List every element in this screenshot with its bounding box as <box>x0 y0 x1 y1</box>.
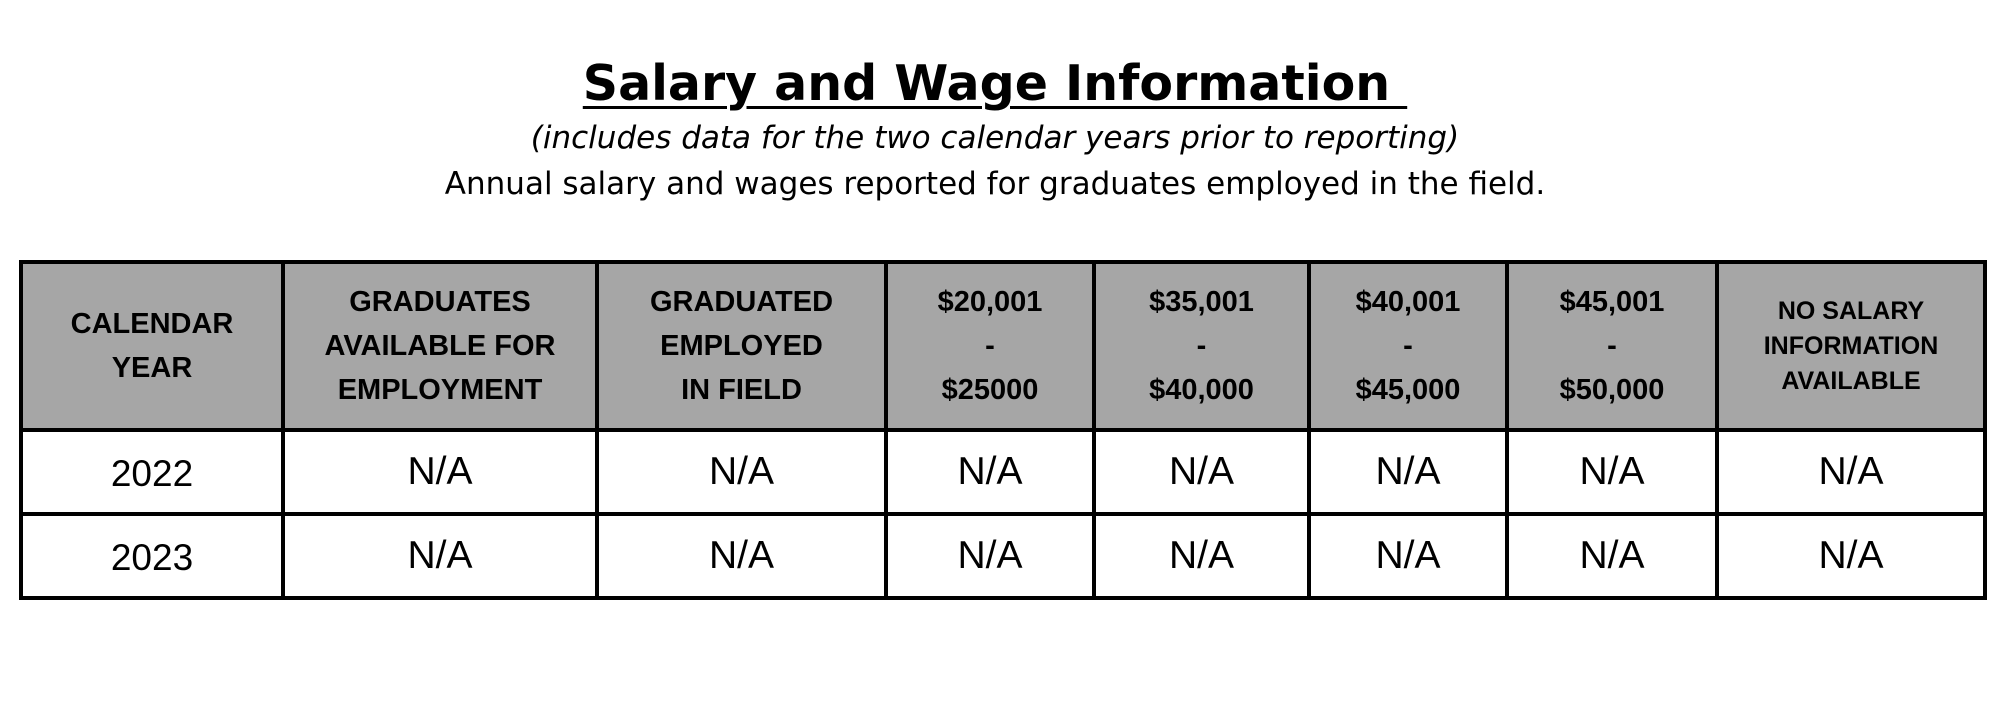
header-line: IN FIELD <box>681 374 802 406</box>
table-cell: N/A <box>283 430 597 514</box>
table-cell: N/A <box>1309 514 1507 598</box>
table-cell: N/A <box>1717 514 1985 598</box>
header-line: GRADUATED <box>649 286 834 318</box>
header-line: $50,000 <box>1559 374 1665 406</box>
table-cell: N/A <box>1094 430 1309 514</box>
header-line: AVAILABLE FOR <box>324 330 556 362</box>
header-calendar-year <box>21 262 283 430</box>
table-cell: N/A <box>597 430 886 514</box>
header-graduates-available <box>283 262 597 430</box>
table-cell: N/A <box>283 514 597 598</box>
header-line: AVAILABLE <box>1781 366 1921 395</box>
table-row <box>21 430 1985 514</box>
header-line: EMPLOYED <box>660 330 823 362</box>
header-line: $40,001 <box>1355 286 1461 318</box>
table-cell: N/A <box>1507 514 1717 598</box>
header-line: $45,000 <box>1355 374 1461 406</box>
table-cell: N/A <box>1309 430 1507 514</box>
header-no-salary-info <box>1717 262 1985 430</box>
header-range-40001-45000 <box>1309 262 1507 430</box>
table-cell-year: 2022 <box>21 430 283 514</box>
table-cell: N/A <box>1717 430 1985 514</box>
header-range-45001-50000 <box>1507 262 1717 430</box>
header-line: EMPLOYMENT <box>337 374 543 406</box>
header-line: $20,001 <box>937 286 1043 318</box>
page-title: Salary and Wage Information <box>582 55 1408 112</box>
salary-table <box>19 260 1987 600</box>
header-line: NO SALARY <box>1777 296 1925 325</box>
header-line: $40,000 <box>1149 374 1254 406</box>
header-line: - <box>1607 330 1617 362</box>
header-line: - <box>1196 330 1207 362</box>
page-description: Annual salary and wages reported for graduates employed in the field. <box>444 166 1546 202</box>
header-line: - <box>985 330 995 362</box>
header-line: CALENDAR <box>70 308 234 340</box>
table-cell: N/A <box>597 514 886 598</box>
header-line: YEAR <box>111 352 193 384</box>
header-line: INFORMATION <box>1763 331 1939 360</box>
table-cell: N/A <box>886 514 1094 598</box>
header-line: GRADUATES <box>349 286 531 318</box>
header-range-35001-40000 <box>1094 262 1309 430</box>
header-row <box>21 262 1985 430</box>
table-cell: N/A <box>886 430 1094 514</box>
table-row <box>21 514 1985 598</box>
header-line: - <box>1403 330 1413 362</box>
table-cell: N/A <box>1094 514 1309 598</box>
header-line: $45,001 <box>1559 286 1665 318</box>
header-line: $25000 <box>941 374 1039 406</box>
table-cell: N/A <box>1507 430 1717 514</box>
page-subtitle: (includes data for the two calendar years prior to reporting) <box>530 120 1460 156</box>
header-range-20001-25000 <box>886 262 1094 430</box>
table-cell-year: 2023 <box>21 514 283 598</box>
header-graduated-employed <box>597 262 886 430</box>
header-line: $35,001 <box>1149 286 1254 318</box>
